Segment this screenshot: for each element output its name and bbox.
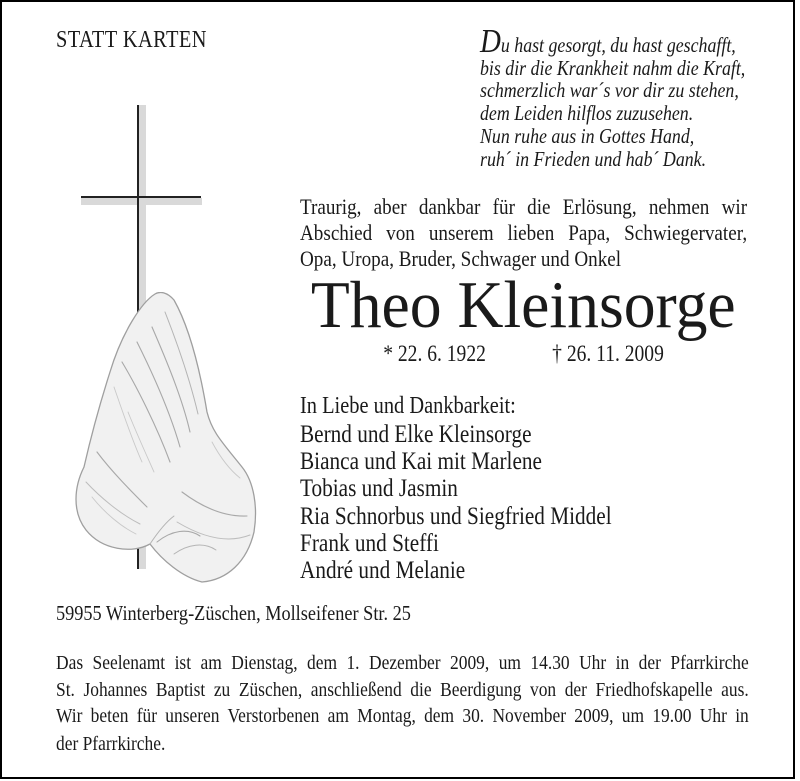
poem-line — [480, 23, 786, 60]
poem-line-text: u hast gesorgt, du hast geschafft, — [500, 33, 736, 57]
intro-paragraph — [300, 194, 747, 272]
poem-dropcap: D — [480, 23, 501, 60]
death-date: † 26. 11. 2009 — [552, 341, 664, 366]
prayer-info-paragraph — [56, 703, 749, 758]
prayer-info-line: der Pfarrkirche. — [56, 732, 166, 755]
service-info-line: St. Johannes Baptist zu Züschen, anschließend die Beerdigung von der Friedhofskapelle aus. — [56, 679, 749, 701]
poem-line: dem Leiden hilflos zuzusehen. — [480, 101, 694, 126]
poem-line: ruh´ in Frieden und hab´ Dank. — [480, 146, 707, 171]
prayer-info-line: Wir beten für unseren Verstorbenen am Montag, dem 30. November 2009, um 19.00 Uhr in — [56, 705, 749, 727]
service-info-line: Das Seelenamt ist am Dienstag, dem 1. Dezember 2009, um 14.30 Uhr in der Pfarrkirche — [56, 652, 749, 674]
cross-horizontal-line — [81, 196, 201, 198]
birth-date: * 22. 6. 1922 — [383, 341, 486, 366]
praying-hands-image — [62, 292, 262, 588]
poem-line: bis dir die Krankheit nahm die Kraft, — [480, 55, 746, 80]
deceased-name: Theo Kleinsorge — [310, 268, 736, 342]
memorial-poem — [480, 23, 786, 171]
mourner-name: Bianca und Kai mit Marlene — [300, 448, 542, 476]
address-line: 59955 Winterberg-Züschen, Mollseifener Str. 25 — [56, 601, 411, 625]
intro-line: Abschied von unserem lieben Papa, Schwiegervater, — [300, 220, 748, 245]
mourner-name: Ria Schnorbus und Siegfried Middel — [300, 502, 612, 530]
mourners-list — [300, 421, 612, 584]
intro-line: Traurig, aber dankbar für die Erlösung, nehmen wir — [300, 194, 748, 219]
mourner-name: Bernd und Elke Kleinsorge — [300, 421, 532, 448]
poem-line: schmerzlich war´s vor dir zu stehen, — [480, 78, 739, 103]
mourner-name: André und Melanie — [300, 557, 466, 585]
intro-line: Opa, Uropa, Bruder, Schwager und Onkel — [300, 246, 622, 271]
poem-line: Nun ruhe aus in Gottes Hand, — [480, 123, 695, 148]
life-dates — [300, 342, 747, 366]
mourner-name: Frank und Steffi — [300, 529, 439, 557]
service-info-paragraph — [56, 650, 749, 704]
mourners-intro: In Liebe und Dankbarkeit: — [300, 393, 516, 419]
mourner-name: Tobias und Jasmin — [300, 475, 458, 503]
cross-horizontal-shadow — [81, 198, 202, 205]
statt-karten-label: STATT KARTEN — [56, 27, 207, 53]
